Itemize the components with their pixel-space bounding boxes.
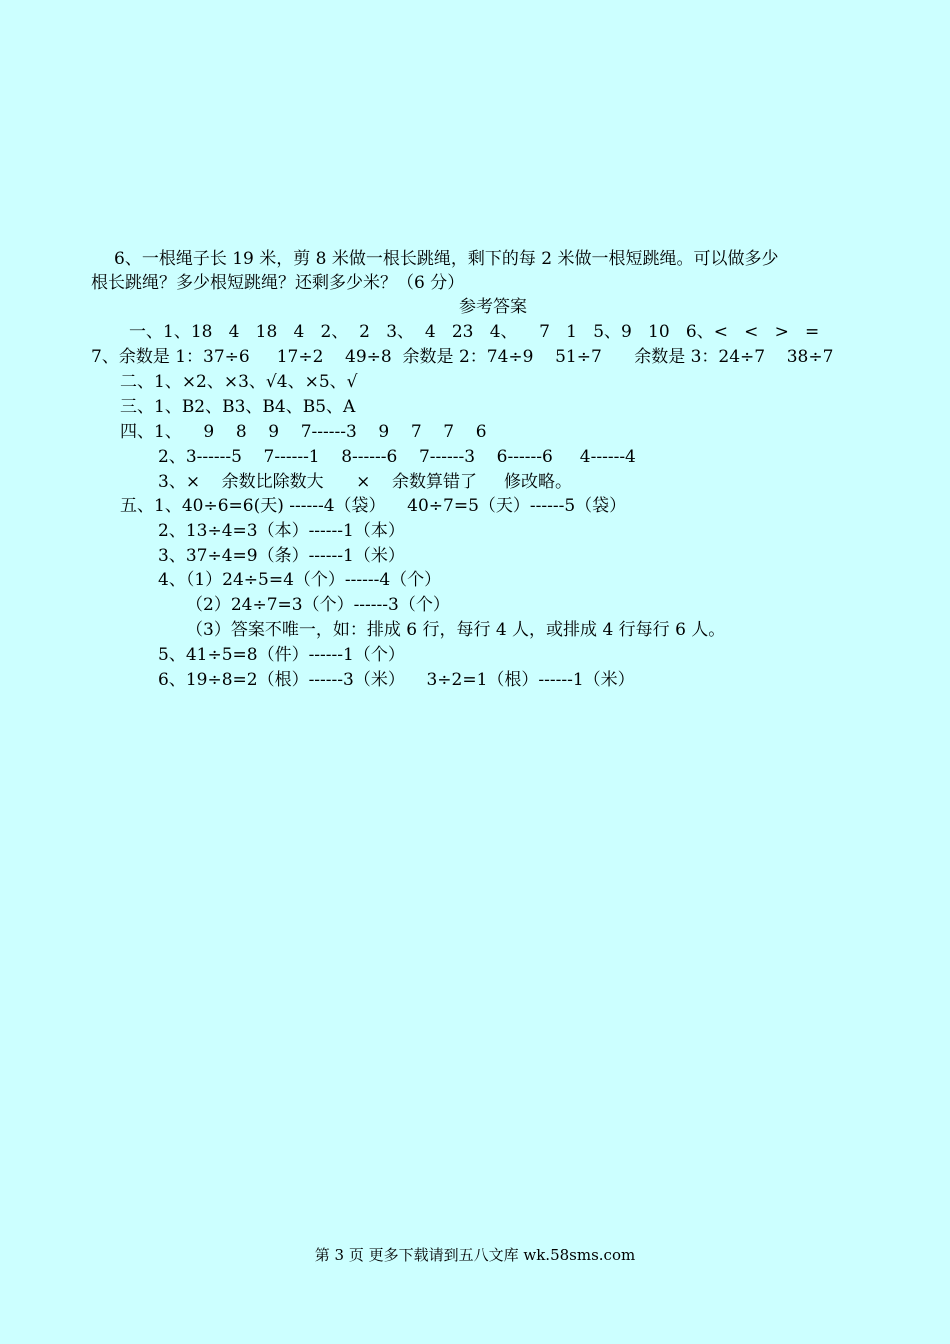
answer-line-9: 2、13÷4=3（本）------1（本） (158, 521, 405, 541)
answer-line-7: 3、× 余数比除数大 × 余数算错了 修改略。 (158, 472, 572, 492)
answer-line-14: 5、41÷5=8（件）------1（个） (158, 645, 405, 665)
answer-line-15: 6、19÷8=2（根）------3（米） 3÷2=1（根）------1（米） (158, 670, 635, 690)
answer-line-6: 2、3------5 7------1 8------6 7------3 6------6 4------4 (158, 447, 636, 467)
answer-line-1: 一、1、18 4 18 4 2、 2 3、 4 23 4、 7 1 5、9 10 6、< < > = (129, 322, 820, 342)
answer-line-4: 三、1、B2、B3、B4、B5、A (120, 397, 356, 417)
answer-line-3: 二、1、×2、×3、√4、×5、√ (120, 372, 358, 392)
answer-line-8: 五、1、40÷6=6(天) ------4（袋） 40÷7=5（天）------5（袋） (120, 496, 627, 516)
question-6-line-2: 根长跳绳？多少根短跳绳？还剩多少米？（6 分） (91, 273, 465, 293)
page-footer: 第 3 页 更多下载请到五八文库 wk.58sms.com (314, 1246, 636, 1264)
answer-line-10: 3、37÷4=9（条）------1（米） (158, 546, 405, 566)
answers-title: 参考答案 (459, 297, 527, 317)
question-6-line-1: 6、一根绳子长 19 米，剪 8 米做一根长跳绳，剩下的每 2 米做一根短跳绳。可以做多少 (114, 249, 779, 269)
answer-line-5: 四、1、 9 8 9 7------3 9 7 7 6 (120, 422, 487, 442)
answer-line-12: （2）24÷7=3（个）------3（个） (186, 595, 450, 615)
answer-line-11: 4、（1）24÷5=4（个）------4（个） (158, 570, 442, 590)
answer-line-2: 7、余数是 1：37÷6 17÷2 49÷8 余数是 2：74÷9 51÷7 余数是 3：24÷7 38÷7 (91, 347, 834, 367)
answer-line-13: （3）答案不唯一，如：排成 6 行，每行 4 人，或排成 4 行每行 6 人。 (186, 620, 726, 640)
